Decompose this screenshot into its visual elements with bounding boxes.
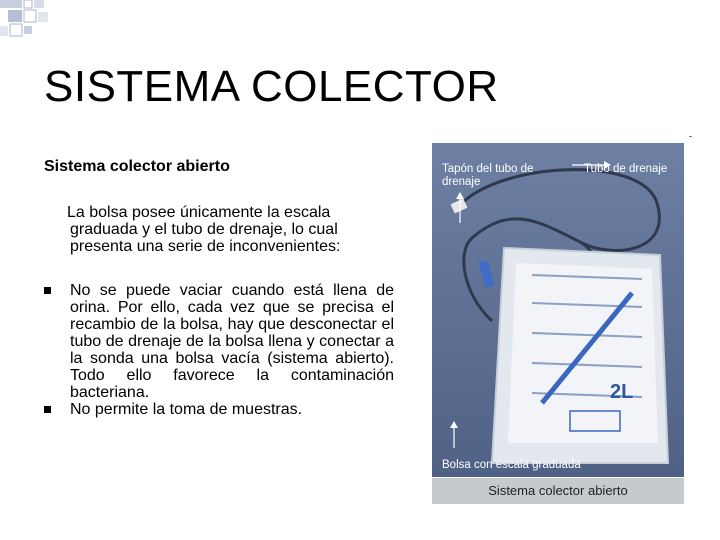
bullet-text: No se puede vaciar cuando está llena de orina. Por ello, cada vez que se precisa el recambio de la bolsa, hay que desconectar el tubo de drenaje de la bolsa llena y conectar a la sonda una bolsa vacía (sistema abierto). Todo ello favorece la contaminación bacteriana. xyxy=(70,282,394,401)
collector-bag-photo xyxy=(432,143,684,477)
label-drainage-tube: Tubo de drenaje xyxy=(584,163,668,175)
square-bullet-icon xyxy=(44,287,51,294)
figure-caption: Sistema colector abierto xyxy=(432,478,684,504)
square-bullet-icon xyxy=(44,406,51,413)
bag-volume-label: 2L xyxy=(610,381,634,403)
bullet-item xyxy=(44,282,394,401)
label-drainage-cap: Tapón del tubo de drenaje xyxy=(442,163,534,188)
bullet-text: No permite la toma de muestras. xyxy=(70,401,303,418)
bullet-list xyxy=(44,282,394,418)
corner-decoration xyxy=(0,0,80,45)
label-graduated-bag: Bolsa con escala graduada xyxy=(442,459,581,471)
slide-subtitle: Sistema colector abierto xyxy=(44,158,230,175)
collector-bag-illustration xyxy=(432,143,684,477)
edge-mark xyxy=(689,136,692,137)
intro-paragraph: La bolsa posee únicamente la escala graduada y el tubo de drenaje, lo cual presenta una serie de inconvenientes: xyxy=(67,204,341,255)
bullet-item xyxy=(44,401,394,418)
slide-title: SISTEMA COLECTOR xyxy=(44,62,499,111)
